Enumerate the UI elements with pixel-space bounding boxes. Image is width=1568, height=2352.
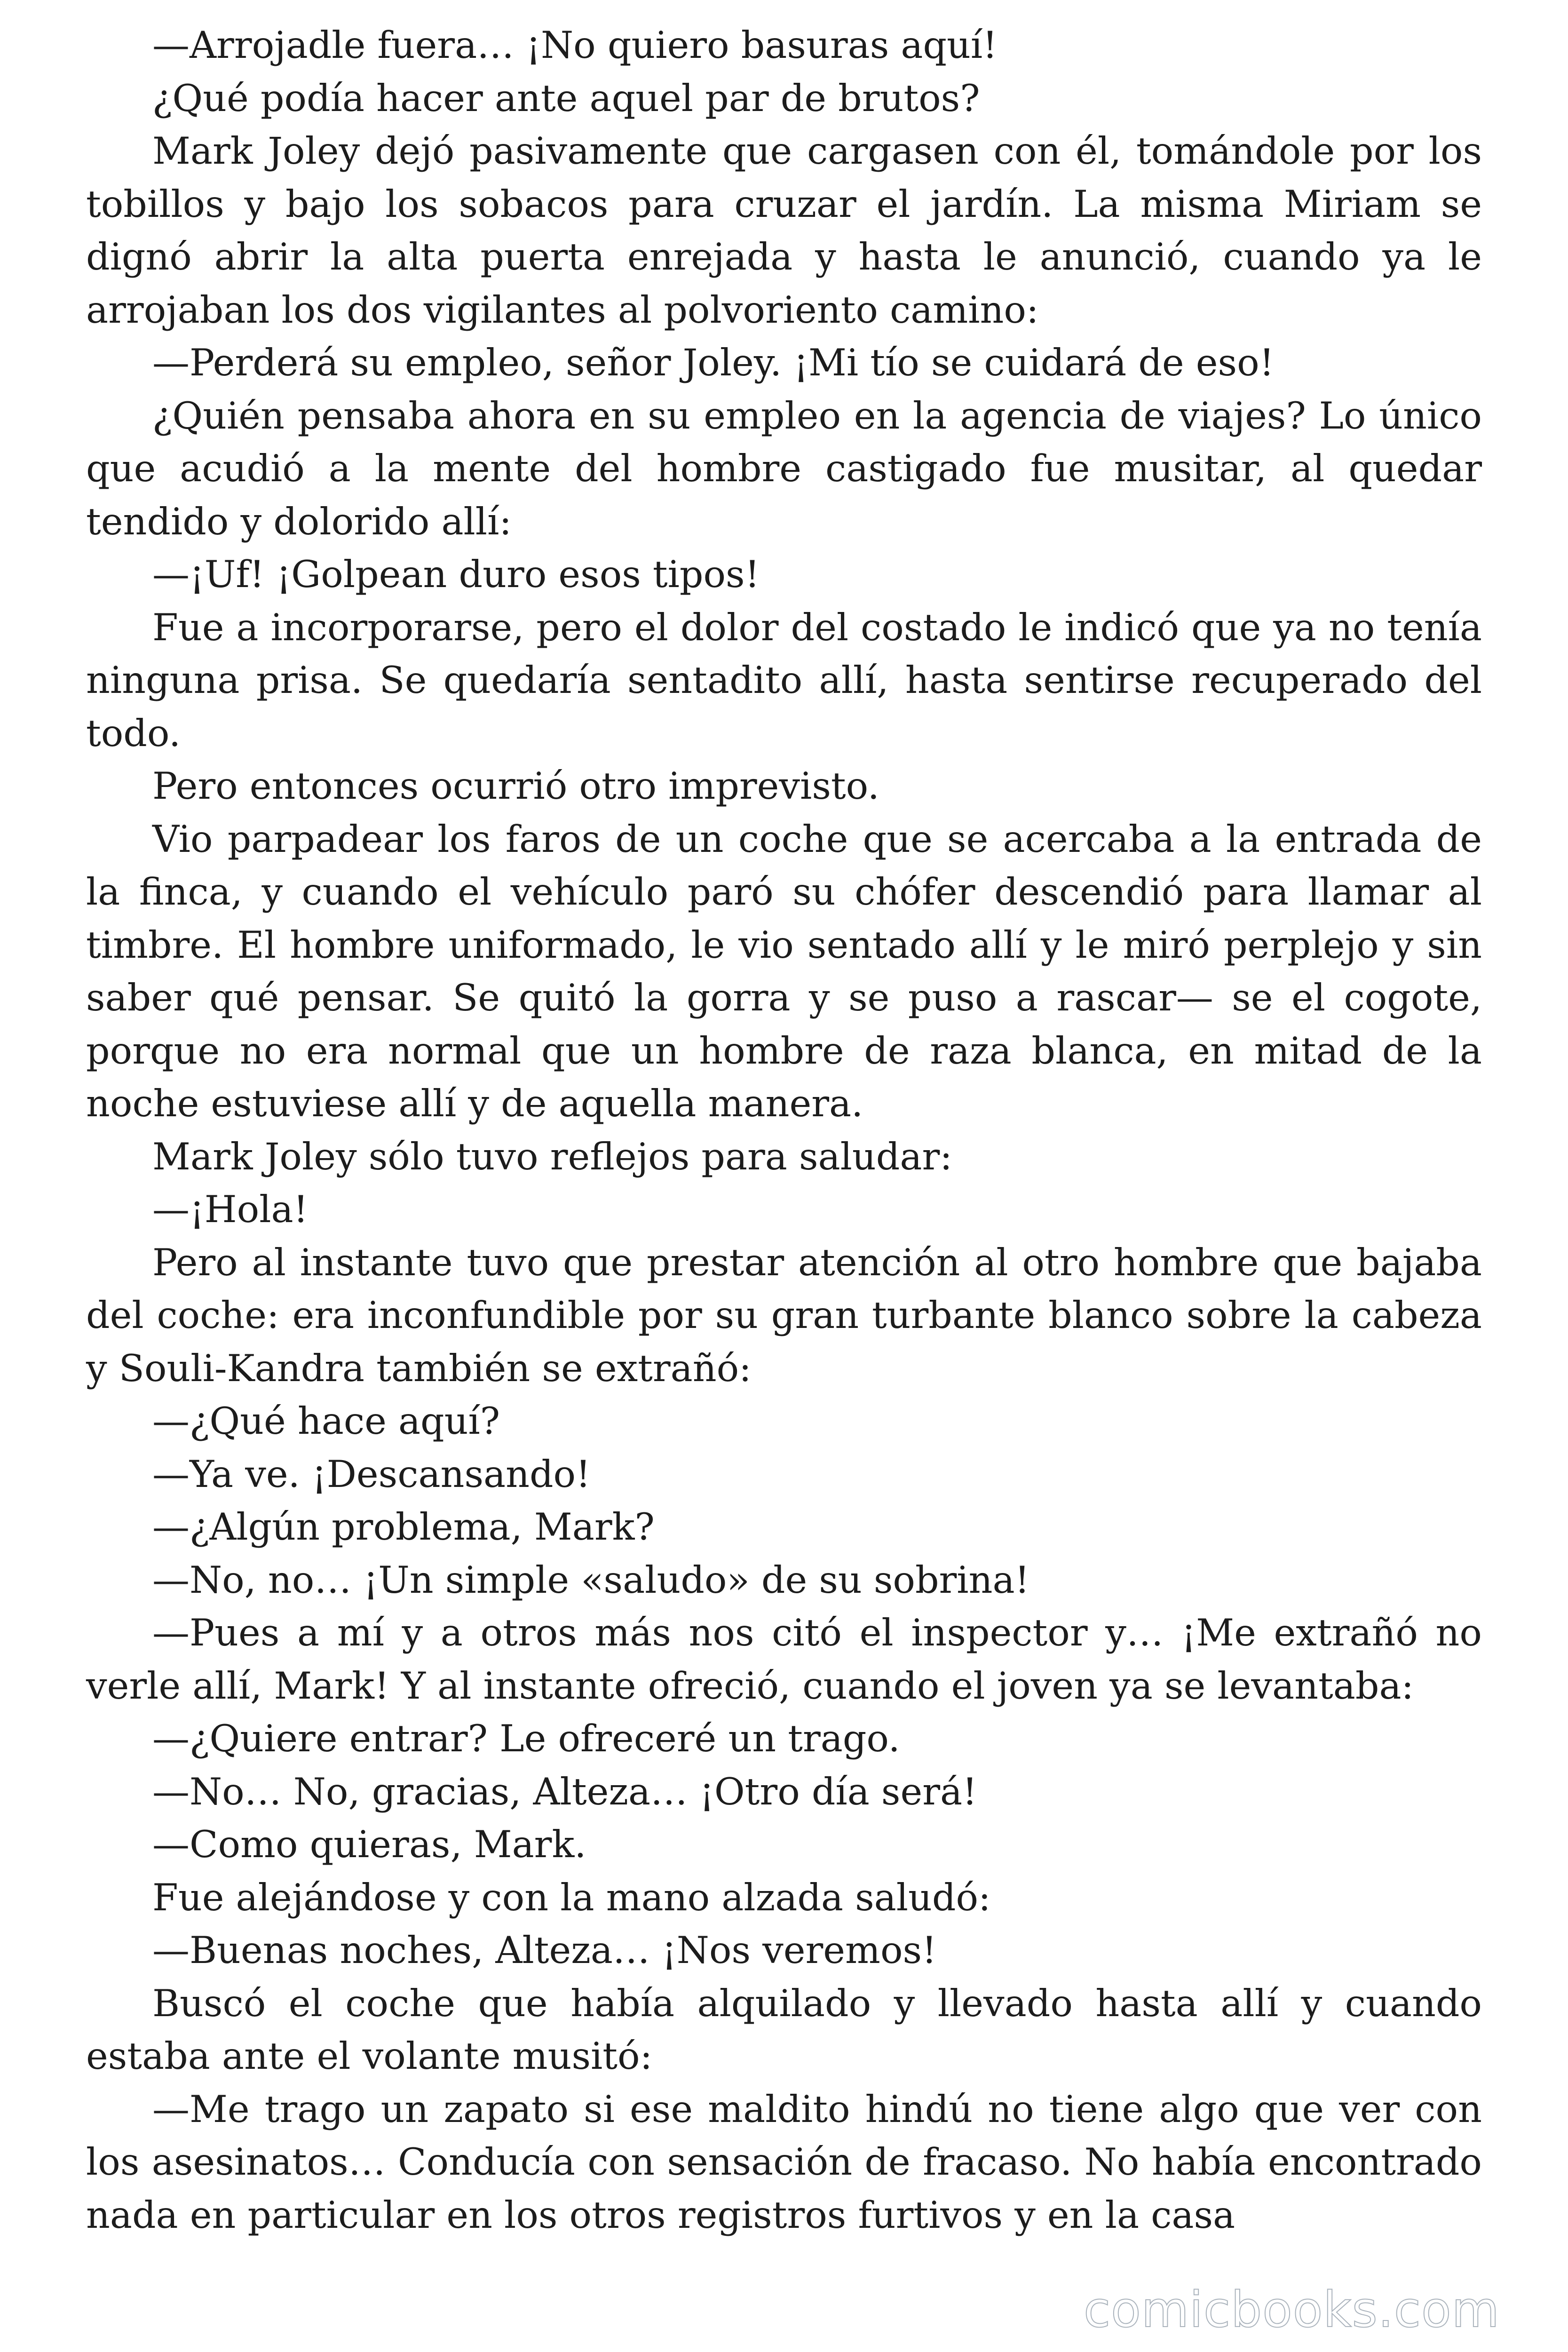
paragraph: Buscó el coche que había alquilado y llevado hasta allí y cuando estaba ante el volante musitó: [86,1981,1482,2078]
paragraph: —¡Hola! [152,1188,309,1231]
paragraph: —¡Uf! ¡Golpean duro esos tipos! [152,553,760,596]
paragraph: Vio parpadear los faros de un coche que se acercaba a la entrada de la finca, y cuando el vehículo paró su chófer descendió para llamar al timbre. El hombre uniformado, le vio sentado allí y le miró perplejo y sin saber qué pensar. Se quitó la gorra y se puso a rascar— se el cogote, porque no era normal que un hombre de raza blanca, en mitad de la noche estuviese allí y de aquella manera. [86,817,1482,1125]
paragraph: Pero al instante tuvo que prestar atención al otro hombre que bajaba del coche: era inconfundible por su gran turbante blanco sobre la cabeza y Souli-Kandra también se extrañó: [86,1240,1482,1390]
watermark: comicbooks.com [1083,2281,1500,2338]
paragraph: —¿Qué hace aquí? [152,1399,500,1443]
paragraph: —Perderá su empleo, señor Joley. ¡Mi tío se cuidará de eso! [152,341,1275,384]
paragraph: —¿Quiere entrar? Le ofreceré un trago. [152,1717,900,1760]
paragraph: Fue alejándose y con la mano alzada saludó: [152,1875,991,1919]
paragraph: —Como quieras, Mark. [152,1823,586,1866]
paragraph: ¿Quién pensaba ahora en su empleo en la agencia de viajes? Lo único que acudió a la mente del hombre castigado fue musitar, al quedar tendido y dolorido allí: [86,394,1482,543]
paragraph: Fue a incorporarse, pero el dolor del costado le indicó que ya no tenía ninguna prisa. Se quedaría sentadito allí, hasta sentirse recuperado del todo. [86,605,1482,755]
paragraph: —¿Algún problema, Mark? [152,1505,655,1549]
paragraph: Pero entonces ocurrió otro imprevisto. [152,764,879,808]
book-page-text [86,19,1482,2241]
paragraph: —Pues a mí y a otros más nos citó el inspector y… ¡Me extrañó no verle allí, Mark! Y al instante ofreció, cuando el joven ya se levantaba: [86,1611,1482,1708]
paragraph: Mark Joley dejó pasivamente que cargasen con él, tomándole por los tobillos y bajo los sobacos para cruzar el jardín. La misma Miriam se dignó abrir la alta puerta enrejada y hasta le anunció, cuando ya le arrojaban los dos vigilantes al polvoriento camino: [86,129,1482,332]
paragraph: Mark Joley sólo tuvo reflejos para saludar: [152,1135,952,1178]
paragraph: —Arrojadle fuera… ¡No quiero basuras aquí! [152,24,998,67]
paragraph: ¿Qué podía hacer ante aquel par de brutos? [152,76,980,120]
paragraph: —No, no… ¡Un simple «saludo» de su sobrina! [152,1558,1030,1602]
paragraph: —Ya ve. ¡Descansando! [152,1452,591,1496]
paragraph: —Me trago un zapato si ese maldito hindú no tiene algo que ver con los asesinatos… Conducía con sensación de fracaso. No había encontrado nada en particular en los otros registros furtivos y en la casa [86,2087,1482,2237]
paragraph: —No… No, gracias, Alteza… ¡Otro día será! [152,1770,977,1813]
paragraph: —Buenas noches, Alteza… ¡Nos veremos! [152,1929,937,1972]
